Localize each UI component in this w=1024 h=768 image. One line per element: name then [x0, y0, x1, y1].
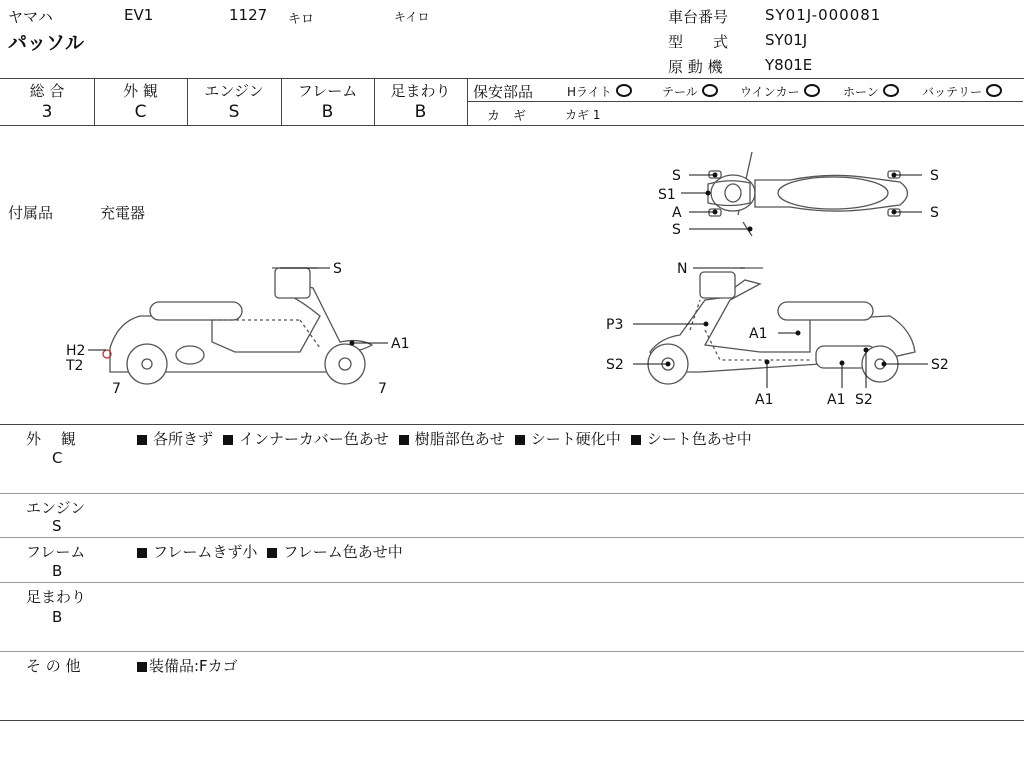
grade-total-label: 総 合 [29, 82, 65, 100]
grade-total-value: 3 [41, 102, 53, 122]
damage-code-label: P3 [606, 317, 624, 333]
damage-code-label: S1 [658, 187, 676, 203]
remark-frame-label: フレーム [26, 543, 86, 561]
model-name: パッソル [8, 32, 85, 54]
maker: ヤマハ [8, 8, 53, 26]
safety-item-battery: バッテリー [922, 83, 1002, 100]
type-label: 型 式 [668, 33, 729, 51]
grade-exterior-label: 外 観 [123, 82, 158, 100]
damage-code-label: A1 [391, 336, 410, 352]
remark-exterior-grade: C [52, 449, 63, 467]
damage-code-label: S [930, 205, 939, 221]
remark-engine-grade: S [52, 517, 62, 535]
damage-code-label: A1 [827, 392, 846, 408]
square-bullet-icon [515, 435, 525, 445]
damage-code-label: S2 [931, 357, 949, 373]
odometer-value: 1127 [229, 6, 268, 24]
scooter-top-view [708, 152, 908, 236]
grade-frame-value: B [321, 102, 334, 122]
remark-other-label: そ の 他 [26, 657, 81, 675]
grade-suspension-label: 足まわり [390, 82, 451, 100]
square-bullet-icon [267, 548, 277, 558]
remark-frame-grade: B [52, 562, 63, 580]
square-bullet-icon [137, 548, 147, 558]
square-bullet-icon [137, 662, 147, 672]
remark-exterior-label: 外 観 [26, 430, 76, 448]
damage-code-label: T2 [66, 358, 84, 374]
remark-suspension-grade: B [52, 608, 63, 626]
damage-code-label: 7 [378, 381, 387, 397]
grade-suspension-value: B [414, 102, 427, 122]
key-value: カギ 1 [565, 108, 601, 122]
safety-item-winker: ウインカー [740, 83, 820, 100]
damage-code-label: A1 [755, 392, 774, 408]
damage-code-label: S [333, 261, 342, 277]
odometer-unit: キロ [288, 12, 315, 27]
odometer-note: キイロ [394, 10, 430, 24]
damage-code-label: S [930, 168, 939, 184]
square-bullet-icon [399, 435, 409, 445]
damage-code-label: A [672, 205, 682, 221]
safety-parts-label: 保安部品 [473, 83, 534, 101]
type-value: SY01J [765, 31, 808, 49]
damage-code-label: N [677, 261, 688, 277]
frame-no-value: SY01J-000081 [765, 6, 882, 24]
damage-code-label: H2 [66, 343, 86, 359]
frame-no-label: 車台番号 [668, 8, 729, 26]
grade-frame-label: フレーム [297, 82, 358, 100]
engine-value: Y801E [765, 56, 813, 74]
accessories-value: 充電器 [100, 204, 146, 222]
model-code: EV1 [124, 6, 154, 24]
square-bullet-icon [631, 435, 641, 445]
scooter-left-view [103, 268, 372, 384]
damage-code-label: S [672, 168, 681, 184]
damage-code-label: S [672, 222, 681, 238]
grade-engine-label: エンジン [204, 82, 264, 100]
remark-frame-items: フレームきず小 フレーム色あせ中 [137, 541, 413, 562]
key-label: カ ギ [487, 109, 527, 124]
square-bullet-icon [223, 435, 233, 445]
safety-item-headlight: Hライト [567, 83, 632, 100]
damage-code-label: S2 [606, 357, 624, 373]
remark-suspension-label: 足まわり [26, 588, 87, 606]
accessories-label: 付属品 [8, 204, 54, 222]
engine-label: 原 動 機 [668, 58, 723, 76]
scooter-right-view [648, 268, 915, 384]
damage-code-label: S2 [855, 392, 873, 408]
damage-code-label: 7 [112, 381, 121, 397]
safety-item-horn: ホーン [843, 83, 899, 100]
damage-code-label: A1 [749, 326, 768, 342]
remark-exterior-items: 各所きず インナーカバー色あせ 樹脂部色あせ シート硬化中 シート色あせ中 [137, 428, 762, 449]
grade-exterior-value: C [134, 102, 147, 122]
remark-engine-label: エンジン [26, 499, 86, 517]
safety-item-tail: テール [662, 83, 718, 100]
remark-other-items: 装備品:Fカゴ [137, 655, 248, 676]
square-bullet-icon [137, 435, 147, 445]
grade-engine-value: S [228, 102, 240, 122]
